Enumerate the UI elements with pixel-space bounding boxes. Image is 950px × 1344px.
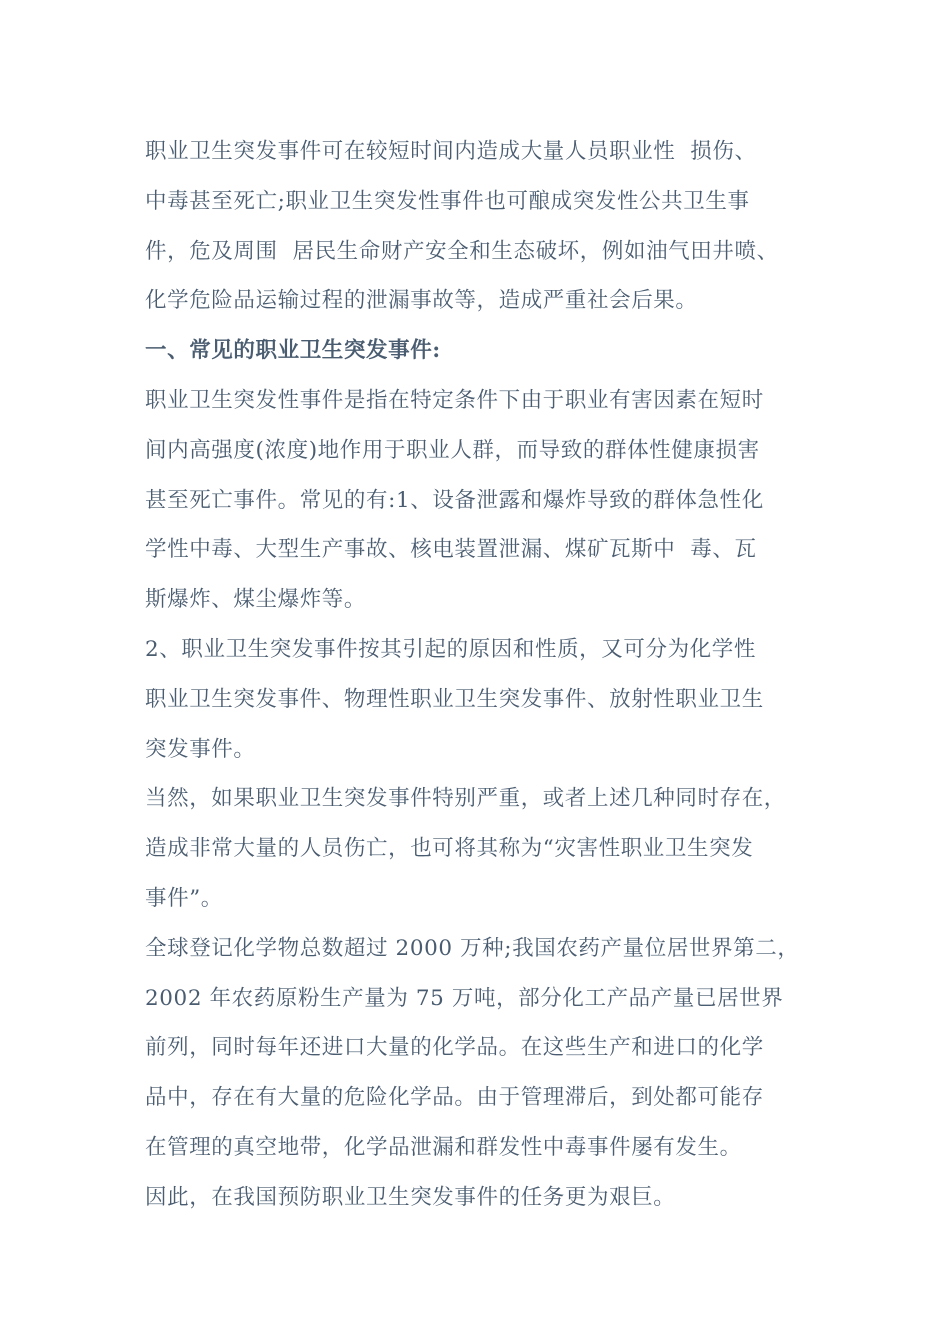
document-body bbox=[145, 127, 825, 1223]
text-line-16: 事件”。 bbox=[145, 885, 223, 911]
text-line-11: 2、职业卫生突发事件按其引起的原因和性质，又可分为化学性 bbox=[145, 636, 756, 662]
text-line-9: 学性中毒、大型生产事故、核电装置泄漏、煤矿瓦斯中 毒、瓦 bbox=[145, 537, 757, 563]
text-line-2: 中毒甚至死亡;职业卫生突发性事件也可酿成突发性公共卫生事 bbox=[145, 188, 750, 214]
text-line-10: 斯爆炸、煤尘爆炸等。 bbox=[145, 587, 367, 613]
text-line-20: 品中，存在有大量的危险化学品。由于管理滞后，到处都可能存 bbox=[145, 1085, 764, 1111]
text-line-1: 职业卫生突发事件可在较短时间内造成大量人员职业性 损伤、 bbox=[145, 139, 757, 164]
text-line-4: 化学危险品运输过程的泄漏事故等，造成严重社会后果。 bbox=[145, 288, 698, 314]
text-line-13: 突发事件。 bbox=[145, 736, 256, 762]
text-line-19: 前列，同时每年还进口大量的化学品。在这些生产和进口的化学 bbox=[145, 1035, 764, 1061]
text-line-14: 当然，如果职业卫生突发事件特别严重，或者上述几种同时存在， bbox=[145, 786, 786, 812]
text-line-15: 造成非常大量的人员伤亡，也可将其称为“灾害性职业卫生突发 bbox=[145, 836, 754, 862]
text-line-3: 件，危及周围 居民生命财产安全和生态破坏，例如油气田井喷、 bbox=[145, 238, 779, 264]
text-line-6: 职业卫生突发性事件是指在特定条件下由于职业有害因素在短时 bbox=[145, 387, 764, 413]
section-heading: 一、常见的职业卫生突发事件: bbox=[145, 338, 441, 364]
text-line-18: 2002 年农药原粉生产量为 75 万吨，部分化工产品产量已居世界 bbox=[145, 985, 784, 1011]
text-line-7: 间内高强度(浓度)地作用于职业人群，而导致的群体性健康损害 bbox=[145, 437, 760, 463]
text-line-12: 职业卫生突发事件、物理性职业卫生突发事件、放射性职业卫生 bbox=[145, 686, 764, 712]
text-line-22: 因此，在我国预防职业卫生突发事件的任务更为艰巨。 bbox=[145, 1184, 676, 1210]
text-line-8: 甚至死亡事件。常见的有:1、设备泄露和爆炸导致的群体急性化 bbox=[145, 487, 764, 513]
text-line-17: 全球登记化学物总数超过 2000 万种;我国农药产量位居世界第二， bbox=[145, 935, 800, 961]
text-line-21: 在管理的真空地带，化学品泄漏和群发性中毒事件屡有发生。 bbox=[145, 1134, 742, 1160]
